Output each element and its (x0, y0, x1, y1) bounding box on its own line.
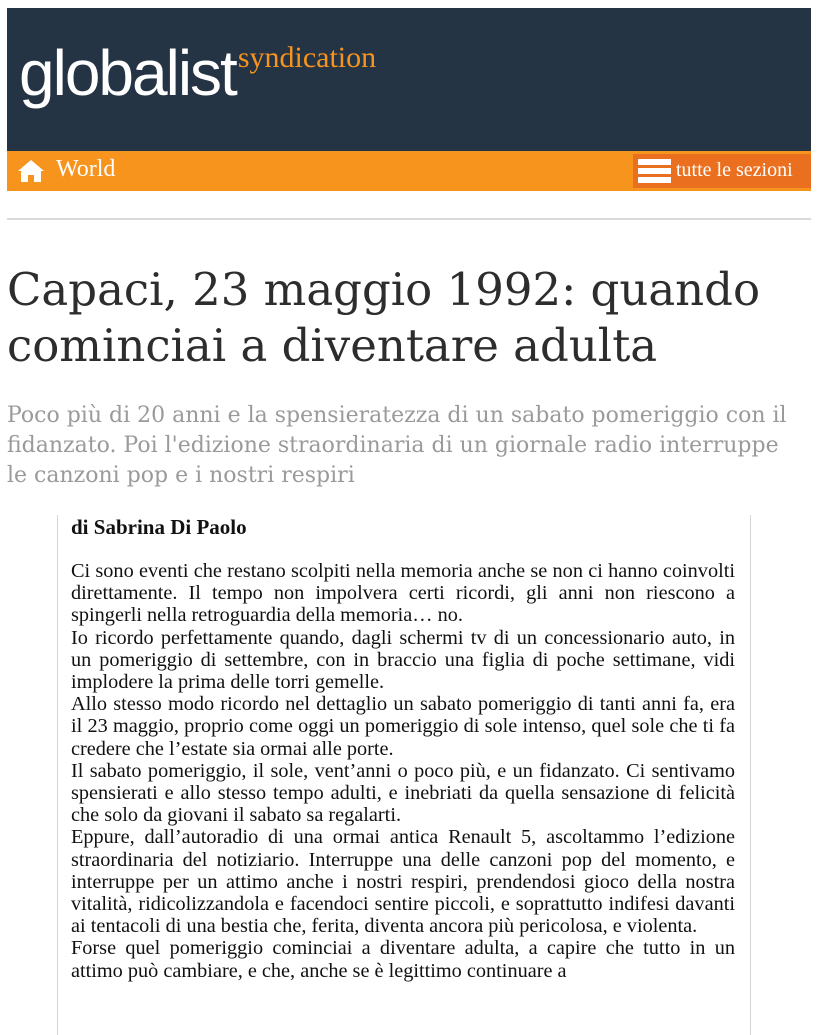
article-paragraph: Ci sono eventi che restano scolpiti nella memoria anche se non ci hanno coinvolti direttamente. Il tempo non impolvera certi ricordi, gli anni non riescono a spingerli nella retroguardia della memoria… no. (71, 560, 735, 627)
article-text (71, 560, 735, 982)
article-author: di Sabrina Di Paolo (71, 515, 247, 539)
section-navbar (7, 151, 811, 191)
globalist-logo[interactable] (19, 36, 376, 110)
all-sections-label: tutte le sezioni (676, 159, 793, 181)
article-paragraph: Allo stesso modo ricordo nel dettaglio un sabato pomeriggio di tanti anni fa, era il 23 maggio, proprio come oggi un pomeriggio di sole intenso, quel sole che ti fa credere che l’estate sia ormai alle porte. (71, 693, 735, 760)
section-link-world[interactable]: World (56, 156, 116, 182)
article-paragraph: Eppure, dall’autoradio di una ormai antica Renault 5, ascoltammo l’edizione straordinaria del notiziario. Interruppe una delle canzoni pop del momento, e interruppe per un attimo anche i nostri respiri, prendendosi gioco della nostra vitalità, ridicolizzandola e facendoci sentire piccoli, e soprattutto indifesi davanti ai tentacoli di una bestia che, ferita, diventa ancora più pericolosa, e violenta. (71, 826, 735, 938)
logo-sub-text: syndication (237, 41, 377, 74)
article-paragraph: Io ricordo perfettamente quando, dagli schermi tv di un concessionario auto, in un pomeriggio di settembre, con in braccio una figlia di poche settimane, vidi implodere la prima delle torri gemelle. (71, 626, 735, 694)
home-icon[interactable] (17, 158, 45, 184)
article-paragraph: Il sabato pomeriggio, il sole, vent’anni o poco più, e un fidanzato. Ci sentivamo spensierati e allo stesso tempo adulti, e inebriati da quella sensazione di felicità che solo da giovani il sabato sa regalarti. (71, 759, 735, 827)
article-title: Capaci, 23 maggio 1992: quando cominciai a diventare adulta (7, 263, 761, 372)
article-subtitle: Poco più di 20 anni e la spensieratezza di un sabato pomeriggio con il fidanzato. Poi l'edizione straordinaria di un giornale radio interruppe le canzoni pop e i nostri respiri (7, 403, 787, 488)
all-sections-button[interactable] (633, 154, 811, 188)
article-body (57, 515, 751, 1035)
header-divider (7, 218, 811, 220)
hamburger-icon (638, 159, 671, 183)
site-header (7, 8, 811, 151)
article-paragraph: Forse quel pomeriggio cominciai a diventare adulta, a capire che tutto in un attimo può cambiare, e che, anche se è legittimo continuare a (71, 937, 735, 982)
logo-main-text: globalist (19, 37, 236, 109)
